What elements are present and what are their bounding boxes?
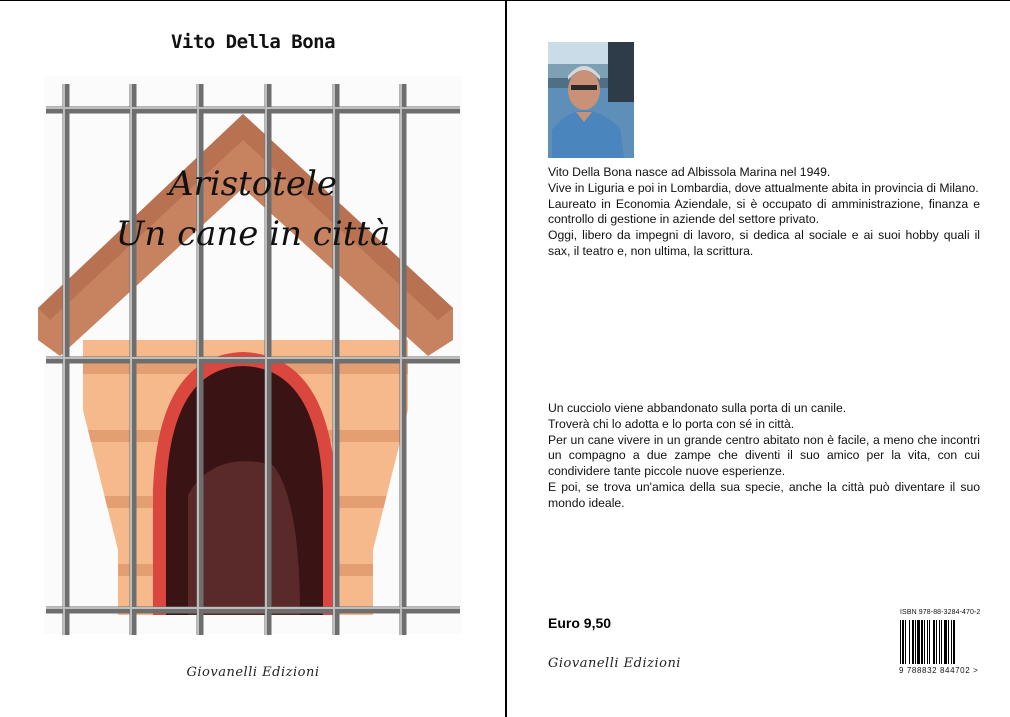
book-synopsis — [548, 401, 980, 512]
synopsis-paragraph: Un cucciolo viene abbandonato sulla porta di un canile. — [548, 401, 847, 415]
cover-title-line1: Aristotele — [168, 164, 338, 204]
isbn: ISBN 978-88-3284-470-2 — [900, 609, 981, 616]
bio-paragraph: Oggi, libero da impegni di lavoro, si dedica al sociale e ai suoi hobby quali il sax, il teatro e, non ultima, la scrittura. — [548, 228, 980, 258]
synopsis-paragraph: Per un cane vivere in un grande centro abitato non è facile, a meno che incontri un compagno a due zampe che diventi il suo amico per la vita, con cui condividere tante piccole nuove esperienze. — [548, 432, 980, 479]
author-photo — [548, 42, 634, 158]
back-publisher: Giovanelli Edizioni — [548, 656, 681, 671]
author-bio — [548, 165, 980, 260]
back-cover — [507, 0, 1010, 717]
price: Euro 9,50 — [548, 615, 612, 631]
cover-title-line2: Un cane in città — [115, 214, 391, 254]
bio-paragraph: Laureato in Economia Aziendale, si è occupato di amministrazione, finanza e controllo di gestione in aziende del settore privato. — [548, 196, 980, 227]
synopsis-paragraph: E poi, se trova un'amica della sua specie, anche la città può diventare il suo mondo ideale. — [548, 479, 980, 510]
doghouse-door — [153, 352, 336, 615]
barcode-number: 9 788832 844702 > — [899, 666, 979, 675]
doghouse-illustration — [38, 70, 468, 640]
cover-publisher: Giovanelli Edizioni — [186, 665, 320, 680]
barcode — [899, 620, 981, 664]
bio-paragraph: Vito Della Bona nasce ad Albissola Marina nel 1949. — [548, 165, 831, 179]
synopsis-paragraph: Troverà chi lo adotta e lo porta con sé in città. — [548, 416, 795, 431]
cover-author: Vito Della Bona — [170, 31, 336, 53]
bio-paragraph: Vive in Liguria e poi in Lombardia, dove attualmente abita in provincia di Milano. — [548, 180, 979, 195]
